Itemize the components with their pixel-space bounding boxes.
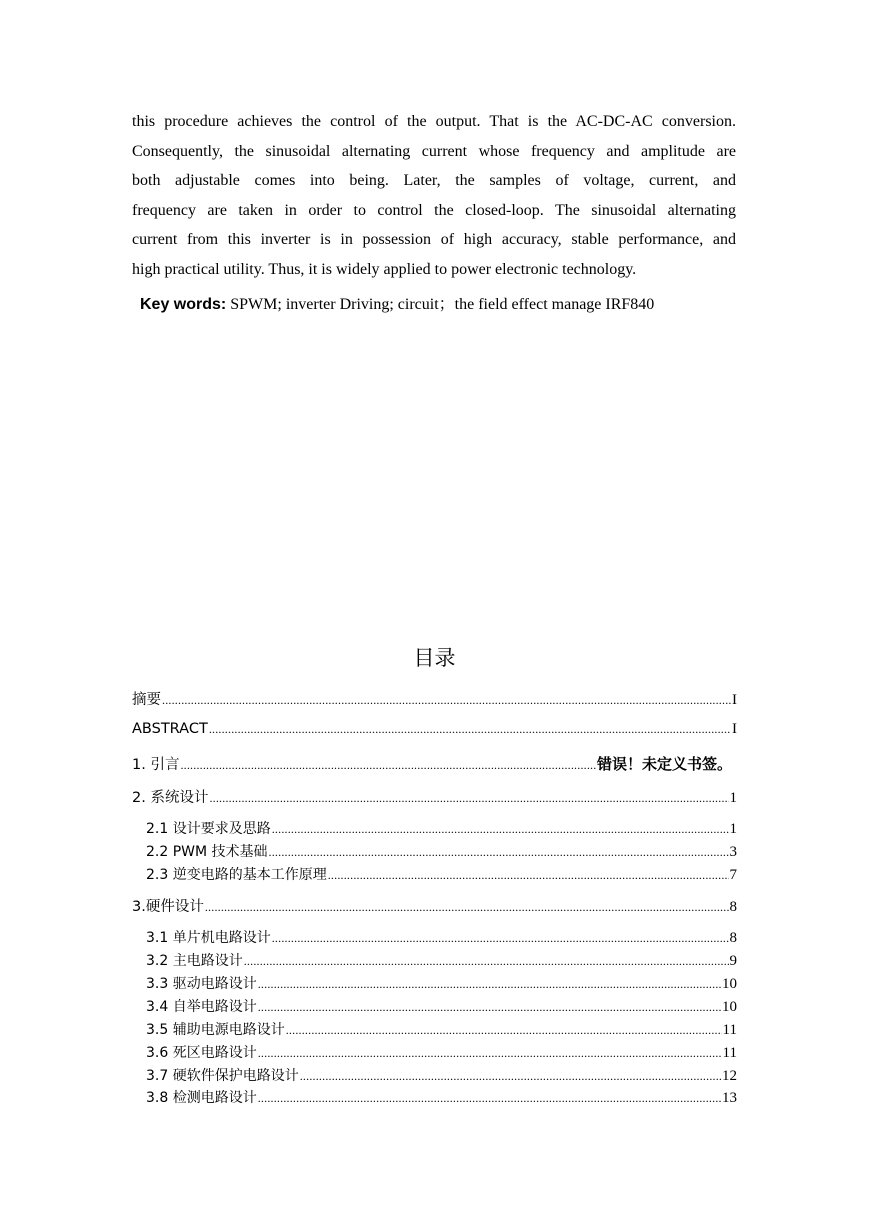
toc-entry-page: 10 [722, 976, 737, 992]
abstract-line: high practical utility. Thus, it is widely applied to power electronic technology. [132, 260, 637, 278]
toc-entry-label: 3.5 辅助电源电路设计 [146, 1022, 285, 1038]
toc-entry-hardware-design[interactable] [132, 895, 737, 916]
toc-leader-dots [272, 931, 729, 946]
toc-entry-label: 3.1 单片机电路设计 [146, 930, 271, 946]
toc-entry-page: 8 [729, 899, 737, 915]
toc-entry-3-8[interactable] [146, 1087, 737, 1107]
toc-entry-abstract-cn[interactable] [132, 688, 737, 709]
abstract-paragraph [132, 107, 736, 284]
toc-entry-label: 3.8 检测电路设计 [146, 1090, 257, 1106]
keywords-text: SPWM; inverter Driving; circuit；the field effect manage IRF840 [230, 296, 655, 313]
toc-entry-page: 11 [722, 1045, 737, 1061]
abstract-line: Consequently, the sinusoidal alternating current whose frequency and amplitude are [132, 142, 736, 160]
abstract-line: both adjustable comes into being. Later, the samples of voltage, current, and [132, 172, 736, 189]
abstract-line: frequency are taken in order to control the closed-loop. The sinusoidal alternating [132, 201, 736, 219]
toc-entry-label: 摘要 [132, 692, 161, 708]
toc-leader-dots [209, 791, 728, 806]
toc-entry-page: 8 [729, 930, 737, 946]
toc-leader-dots [328, 868, 729, 883]
toc-entry-label: 2.1 设计要求及思路 [146, 821, 271, 837]
toc-entry-label: 3.6 死区电路设计 [146, 1045, 257, 1061]
toc-entry-3-4[interactable] [146, 996, 737, 1016]
toc-entry-page: 13 [722, 1090, 737, 1106]
abstract-line: this procedure achieves the control of the output. That is the AC-DC-AC conversion. [132, 113, 736, 130]
toc-entry-label: 2. 系统设计 [132, 790, 209, 806]
toc-entry-label: 2.2 PWM 技术基础 [146, 844, 268, 860]
abstract-line: current from this inverter is in possession of high accuracy, stable performance, and [132, 231, 736, 248]
toc-entry-2-2[interactable] [146, 841, 737, 861]
toc-entry-label: ABSTRACT [132, 721, 208, 737]
toc-entry-page: 7 [729, 867, 737, 883]
toc-entry-page: 11 [722, 1022, 737, 1038]
toc-entry-label: 2.3 逆变电路的基本工作原理 [146, 867, 327, 883]
toc-entry-3-6[interactable] [146, 1042, 737, 1062]
toc-leader-dots [180, 758, 596, 773]
toc-entry-page: 10 [722, 999, 737, 1015]
toc-entry-page: I [732, 692, 737, 708]
toc-leader-dots [209, 722, 731, 737]
toc-entry-page: 1 [729, 790, 737, 806]
toc-leader-dots [300, 1069, 721, 1084]
toc-leader-dots [258, 1091, 721, 1106]
toc-entry-2-1[interactable] [146, 818, 737, 838]
toc-entry-label: 3.3 驱动电路设计 [146, 976, 257, 992]
keywords-line [140, 293, 654, 317]
toc-leader-dots [258, 977, 721, 992]
keywords-label: Key words: [140, 296, 227, 313]
toc-entry-page: 12 [722, 1068, 737, 1084]
toc-leader-dots [162, 693, 731, 708]
toc-title: 目录 [413, 646, 456, 670]
toc-entry-2-3[interactable] [146, 864, 737, 884]
toc-entry-abstract-en[interactable] [132, 721, 737, 738]
toc-entry-3-5[interactable] [146, 1019, 737, 1039]
toc-entry-3-1[interactable] [146, 927, 737, 947]
toc-entry-page: I [732, 721, 737, 737]
toc-leader-dots [272, 822, 729, 837]
toc-leader-dots [205, 900, 729, 915]
toc-entry-page: 3 [729, 844, 737, 860]
toc-entry-label: 3.硬件设计 [132, 899, 204, 915]
toc-leader-dots [258, 1046, 722, 1061]
toc-entry-label: 3.4 自举电路设计 [146, 999, 257, 1015]
toc-entry-3-2[interactable] [146, 950, 737, 970]
toc-entry-page: 9 [729, 953, 737, 969]
toc-entry-label: 3.2 主电路设计 [146, 953, 243, 969]
toc-entry-3-3[interactable] [146, 973, 737, 993]
toc-leader-dots [244, 954, 729, 969]
toc-entry-page: 1 [729, 821, 737, 837]
toc-leader-dots [269, 845, 729, 860]
toc-entry-label: 1. 引言 [132, 757, 180, 773]
toc-leader-dots [258, 1000, 721, 1015]
toc-entry-page-error: 错误！未定义书签。 [596, 755, 732, 773]
toc-entry-3-7[interactable] [146, 1065, 737, 1085]
toc-entry-system-design[interactable] [132, 786, 737, 807]
toc-leader-dots [286, 1023, 722, 1038]
toc-entry-label: 3.7 硬软件保护电路设计 [146, 1068, 299, 1084]
toc-entry-intro[interactable] [132, 753, 732, 774]
